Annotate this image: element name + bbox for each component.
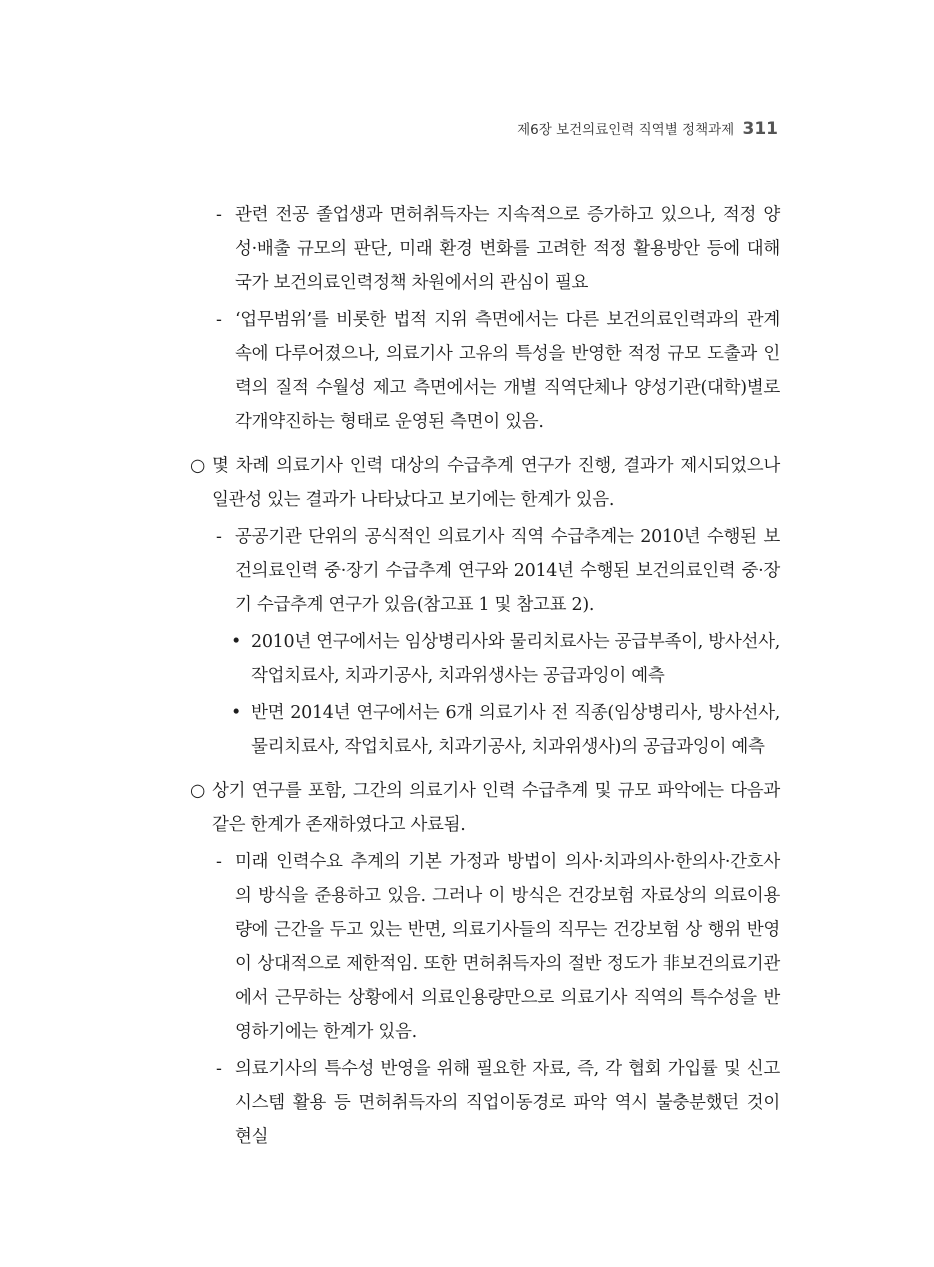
- item-text: 반면 2014년 연구에서는 6개 의료기사 전 직종(임상병리사, 방사선사, 물리치료사, 작업치료사, 치과기공사, 치과위생사)의 공급과잉이 예측: [251, 703, 780, 757]
- item-text: 상기 연구를 포함, 그간의 의료기사 인력 수급추계 및 규모 파악에는 다음과 같은 한계가 존재하였다고 사료됨.: [212, 781, 780, 835]
- item-text: 미래 인력수요 추계의 기본 가정과 방법이 의사·치과의사·한의사·간호사의 방식을 준용하고 있음. 그러나 이 방식은 건강보험 자료상의 의료이용량에 근간을 두고 있는 반면, 의료기사들의 직무는 건강보험 상 행위 반영이 상대적으로 제한적임. 또한 면허취득자의 절반 정도가 非보건의료기관에서 근무하는 상황에서 의료인용량만으로 의료기사 직역의 특수성을 반영하기에는 한계가 있음.: [235, 852, 780, 1042]
- circle-marker: ○: [190, 781, 205, 801]
- bullet-marker: •: [231, 703, 242, 723]
- bullet-item: [0, 696, 934, 764]
- bullet-marker: •: [231, 632, 242, 652]
- circle-item: [0, 449, 934, 517]
- item-text: 관련 전공 졸업생과 면허취득자는 지속적으로 증가하고 있으나, 적정 양성·배출 규모의 판단, 미래 환경 변화를 고려한 적정 활용방안 등에 대해 국가 보건의료인력정책 차원에서의 관심이 필요: [235, 205, 780, 293]
- item-text: 몇 차례 의료기사 인력 대상의 수급추계 연구가 진행, 결과가 제시되었으나 일관성 있는 결과가 나타났다고 보기에는 한계가 있음.: [212, 456, 780, 510]
- dash-marker: -: [216, 310, 222, 330]
- dash-item: [0, 1052, 934, 1154]
- page-number: 311: [742, 119, 778, 139]
- dash-marker: -: [216, 1059, 222, 1079]
- circle-item: [0, 774, 934, 842]
- running-header: [517, 118, 778, 139]
- circle-marker: ○: [190, 456, 205, 476]
- dash-item: [0, 520, 934, 622]
- document-body: [0, 198, 934, 1154]
- dash-marker: -: [216, 852, 222, 872]
- dash-item: [0, 303, 934, 439]
- dash-item: [0, 845, 934, 1049]
- bullet-item: [0, 625, 934, 693]
- item-text: 공공기관 단위의 공식적인 의료기사 직역 수급추계는 2010년 수행된 보건의료인력 중·장기 수급추계 연구와 2014년 수행된 보건의료인력 중·장기 수급추계 연구가 있음(참고표 1 및 참고표 2).: [235, 527, 780, 615]
- item-text: ‘업무범위’를 비롯한 법적 지위 측면에서는 다른 보건의료인력과의 관계 속에 다루어졌으나, 의료기사 고유의 특성을 반영한 적정 규모 도출과 인력의 질적 수월성 제고 측면에서는 개별 직역단체나 양성기관(대학)별로 각개약진하는 형태로 운영된 측면이 있음.: [235, 310, 780, 432]
- item-text: 2010년 연구에서는 임상병리사와 물리치료사는 공급부족이, 방사선사, 작업치료사, 치과기공사, 치과위생사는 공급과잉이 예측: [251, 632, 780, 686]
- dash-item: [0, 198, 934, 300]
- dash-marker: -: [216, 205, 222, 225]
- item-text: 의료기사의 특수성 반영을 위해 필요한 자료, 즉, 각 협회 가입률 및 신고시스템 활용 등 면허취득자의 직업이동경로 파악 역시 불충분했던 것이 현실: [235, 1059, 780, 1147]
- dash-marker: -: [216, 527, 222, 547]
- chapter-title: 제6장 보건의료인력 직역별 정책과제: [517, 122, 735, 138]
